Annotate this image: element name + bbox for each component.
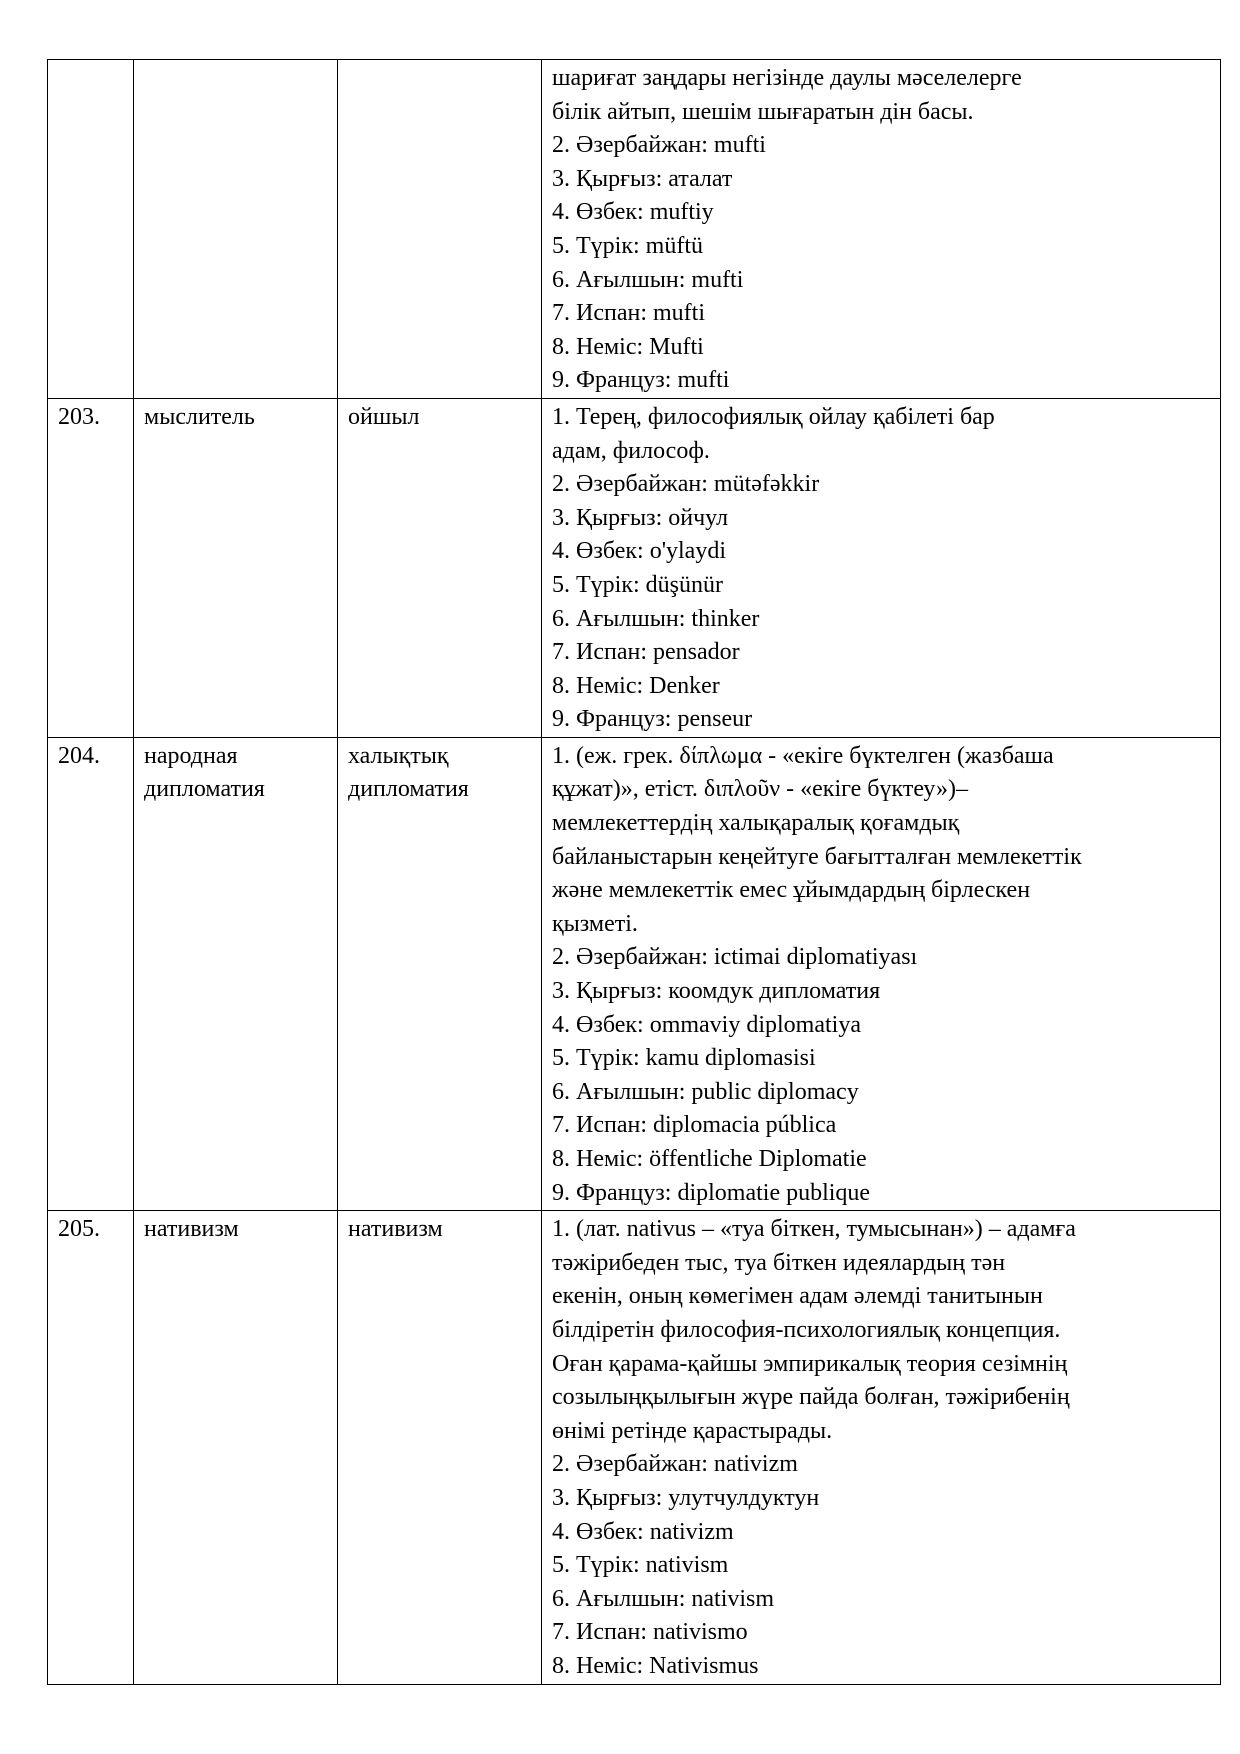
definition-line: тәжірибеден тыс, туа біткен идеялардың тән bbox=[552, 1249, 1006, 1276]
translation-line: 4. Өзбек: nativizm bbox=[552, 1518, 734, 1545]
translation-line: 3. Қырғыз: улутчулдуктун bbox=[552, 1484, 820, 1511]
translation-line: 6. Ағылшын: mufti bbox=[552, 266, 744, 293]
definition-line: білік айтып, шешім шығаратын дін басы. bbox=[552, 98, 974, 125]
translation-line: 4. Өзбек: muftiy bbox=[552, 199, 714, 226]
translation-line: 5. Түрік: müftü bbox=[552, 232, 703, 259]
glossary-table bbox=[47, 59, 1221, 1685]
kazakh-term-line: ойшыл bbox=[348, 403, 420, 430]
definition-line: Оған қарама-қайшы эмпирикалық теория сезімнің bbox=[552, 1350, 1068, 1377]
definition-cell bbox=[542, 398, 1221, 737]
definition-cell bbox=[542, 737, 1221, 1210]
translation-line: 7. Испан: nativismo bbox=[552, 1619, 748, 1646]
definition-line: созылыңқылығын жүре пайда болған, тәжірибенің bbox=[552, 1384, 1070, 1411]
document-page bbox=[47, 59, 1197, 1685]
translation-line: 2. Әзербайжан: mufti bbox=[552, 132, 766, 159]
kazakh-term bbox=[338, 1211, 542, 1684]
translation-line: 7. Испан: pensador bbox=[552, 639, 740, 666]
russian-term-line: дипломатия bbox=[144, 776, 265, 803]
translation-line: 2. Әзербайжан: ictimai diplomatiyası bbox=[552, 944, 918, 971]
russian-term bbox=[134, 398, 338, 737]
kazakh-term-line: дипломатия bbox=[348, 776, 469, 803]
definition-line: өнімі ретінде қарастырады. bbox=[552, 1417, 833, 1444]
translation-line: 3. Қырғыз: аталат bbox=[552, 165, 733, 192]
kazakh-term bbox=[338, 737, 542, 1210]
glossary-table-body bbox=[48, 60, 1221, 1685]
russian-term bbox=[134, 1211, 338, 1684]
table-row bbox=[48, 60, 1221, 399]
translation-line: 9. Француз: penseur bbox=[552, 706, 753, 733]
translation-line: 6. Ағылшын: thinker bbox=[552, 605, 760, 632]
kazakh-term-line: нативизм bbox=[348, 1216, 443, 1243]
russian-term-line: народная bbox=[144, 742, 238, 769]
translation-line: 2. Әзербайжан: nativizm bbox=[552, 1451, 798, 1478]
russian-term-line: нативизм bbox=[144, 1216, 239, 1243]
entry-number: 203. bbox=[48, 398, 134, 737]
kazakh-term bbox=[338, 60, 542, 399]
translation-line: 8. Неміс: Mufti bbox=[552, 333, 704, 360]
translation-line: 6. Ағылшын: nativism bbox=[552, 1585, 775, 1612]
translation-line: 7. Испан: mufti bbox=[552, 300, 705, 327]
russian-term bbox=[134, 737, 338, 1210]
translation-line: 3. Қырғыз: коомдук дипломатия bbox=[552, 978, 881, 1005]
translation-line: 3. Қырғыз: ойчул bbox=[552, 504, 729, 531]
definition-line: 1. Терең, философиялық ойлау қабілеті бар bbox=[552, 403, 995, 430]
definition-cell bbox=[542, 60, 1221, 399]
definition-line: адам, философ. bbox=[552, 437, 710, 464]
translation-line: 9. Француз: mufti bbox=[552, 367, 730, 394]
table-row bbox=[48, 737, 1221, 1210]
definition-line: шариғат заңдары негізінде даулы мәселелерге bbox=[552, 65, 1022, 91]
definition-line: 1. (лат. nativus – «туа біткен, тумысынан») – адамға bbox=[552, 1216, 1076, 1243]
definition-cell bbox=[542, 1211, 1221, 1684]
definition-line: білдіретін философия-психологиялық концепция. bbox=[552, 1316, 1061, 1343]
translation-line: 5. Түрік: düşünür bbox=[552, 571, 723, 598]
translation-line: 4. Өзбек: ommaviy diplomatiya bbox=[552, 1011, 861, 1038]
definition-line: екенін, оның көмегімен адам әлемді танитынын bbox=[552, 1283, 1043, 1310]
translation-line: 7. Испан: diplomacia pública bbox=[552, 1112, 837, 1139]
translation-line: 4. Өзбек: o'ylaydi bbox=[552, 538, 726, 565]
definition-line: және мемлекеттік емес ұйымдардың бірлескен bbox=[552, 877, 1031, 904]
translation-line: 6. Ағылшын: public diplomacy bbox=[552, 1078, 859, 1105]
translation-line: 8. Неміс: Denker bbox=[552, 672, 720, 699]
definition-line: қызметі. bbox=[552, 910, 638, 937]
translation-line: 9. Француз: diplomatie publique bbox=[552, 1179, 871, 1206]
definition-line: мемлекеттердің халықаралық қоғамдық bbox=[552, 810, 960, 837]
russian-term bbox=[134, 60, 338, 399]
kazakh-term bbox=[338, 398, 542, 737]
translation-line: 5. Түрік: kamu diplomasisi bbox=[552, 1045, 816, 1072]
translation-line: 8. Неміс: öffentliche Diplomatie bbox=[552, 1146, 867, 1172]
definition-line: құжат)», етіст. διπλοῦν - «екіге бүктеу»)– bbox=[552, 776, 968, 803]
kazakh-term-line: халықтық bbox=[348, 742, 449, 769]
translation-line: 5. Түрік: nativism bbox=[552, 1552, 729, 1579]
translation-line: 2. Әзербайжан: mütəfəkkir bbox=[552, 471, 820, 498]
definition-line: байланыстарын кеңейтуге бағытталған мемлекеттік bbox=[552, 843, 1082, 870]
entry-number: 205. bbox=[48, 1211, 134, 1684]
table-row bbox=[48, 398, 1221, 737]
entry-number: 204. bbox=[48, 737, 134, 1210]
definition-line: 1. (еж. грек. δίπλωμα - «екіге бүктелген (жазбаша bbox=[552, 742, 1054, 769]
translation-line: 8. Неміс: Nativismus bbox=[552, 1652, 759, 1679]
table-row bbox=[48, 1211, 1221, 1684]
russian-term-line: мыслитель bbox=[144, 403, 255, 430]
entry-number bbox=[48, 60, 134, 399]
